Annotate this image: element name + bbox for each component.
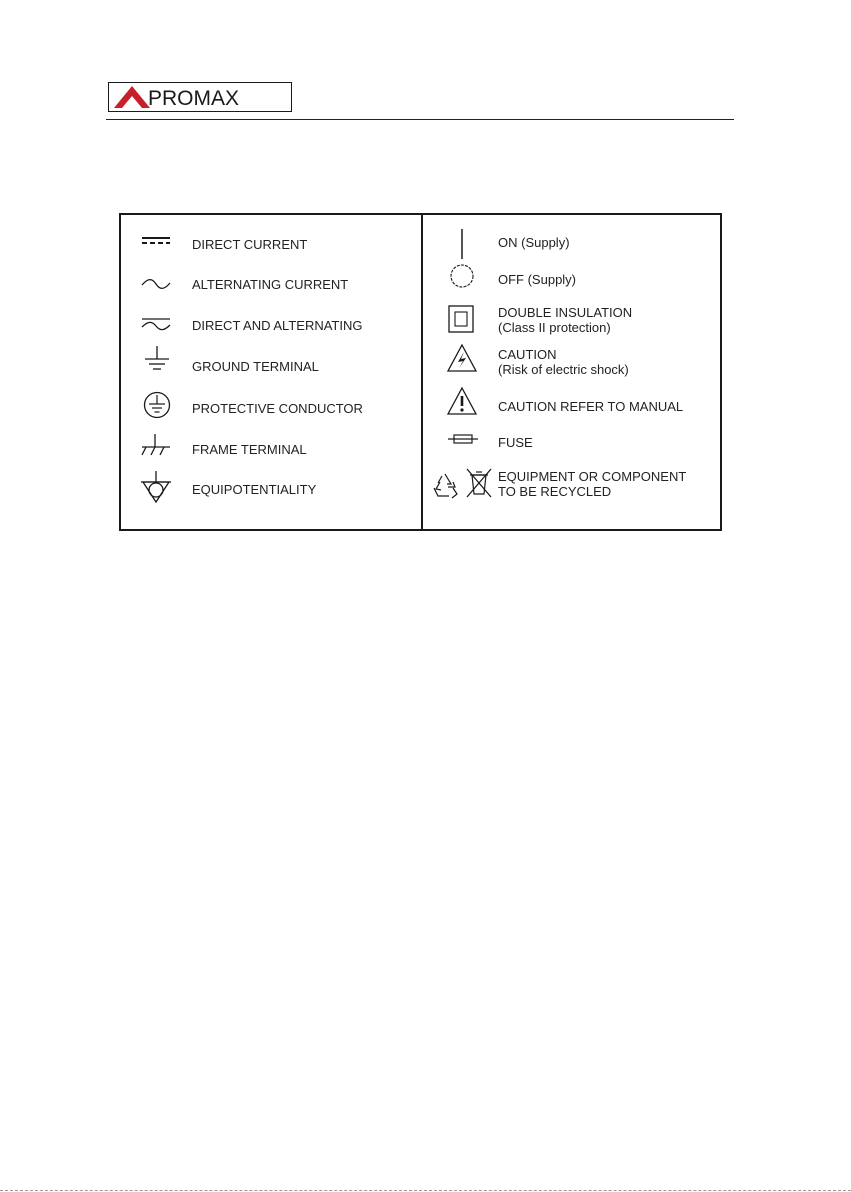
recycle-label: EQUIPMENT OR COMPONENT TO BE RECYCLED xyxy=(498,469,687,499)
table-divider xyxy=(421,215,423,529)
on-supply-label: ON (Supply) xyxy=(498,235,570,250)
caution-manual-label: CAUTION REFER TO MANUAL xyxy=(498,399,684,414)
ground-terminal-icon xyxy=(143,345,171,373)
frame-terminal-icon xyxy=(139,432,173,458)
crossed-out-bin-icon xyxy=(464,466,494,500)
on-supply-icon xyxy=(457,227,467,261)
protective-conductor-icon xyxy=(142,390,172,420)
direct-current-label: DIRECT CURRENT xyxy=(192,237,308,252)
ground-terminal-label: GROUND TERMINAL xyxy=(192,359,319,374)
protective-conductor-label: PROTECTIVE CONDUCTOR xyxy=(192,401,363,416)
header-rule xyxy=(106,119,734,120)
fuse-icon xyxy=(447,433,479,445)
alternating-current-label: ALTERNATING CURRENT xyxy=(192,277,349,292)
off-supply-label: OFF (Supply) xyxy=(498,272,577,287)
logo-wordmark: PROMAX xyxy=(148,87,240,110)
high-voltage-warning-icon xyxy=(446,343,478,373)
off-supply-icon xyxy=(449,263,475,289)
safety-symbols-table xyxy=(119,213,722,531)
fuse-label: FUSE xyxy=(498,435,533,450)
alternating-current-icon xyxy=(139,277,173,291)
double-insulation-icon xyxy=(447,304,475,334)
promax-logo xyxy=(108,82,292,112)
direct-and-alternating-icon xyxy=(139,316,173,332)
frame-terminal-label: FRAME TERMINAL xyxy=(192,442,307,457)
caution-warning-icon xyxy=(446,386,478,416)
equipotentiality-label: EQUIPOTENTIALITY xyxy=(192,482,317,497)
equipotentiality-icon xyxy=(138,470,174,506)
recycle-icon xyxy=(429,470,461,502)
caution-shock-label: CAUTION (Risk of electric shock) xyxy=(498,347,629,377)
direct-current-icon xyxy=(139,235,173,247)
double-insulation-label: DOUBLE INSULATION (Class II protection) xyxy=(498,305,633,335)
direct-and-alternating-label: DIRECT AND ALTERNATING xyxy=(192,318,363,333)
